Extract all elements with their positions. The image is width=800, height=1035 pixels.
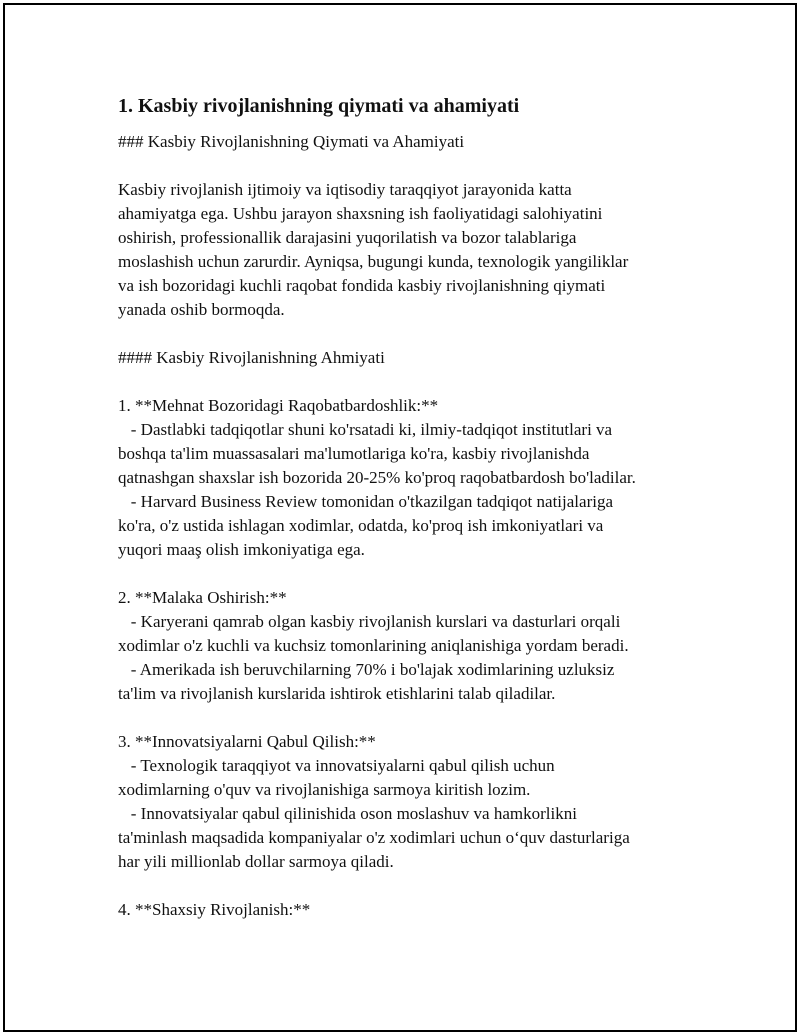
list-item-line: yuqori maaş olish imkoniyatiga ega.	[118, 540, 365, 559]
document-body	[118, 92, 688, 946]
list-item-4	[118, 898, 688, 922]
list-item-line: boshqa ta'lim muassasalari ma'lumotlariga ko'ra, kasbiy rivojlanishda	[118, 444, 590, 463]
subheading-block	[118, 130, 688, 154]
subheading: ### Kasbiy Rivojlanishning Qiymati va Ahamiyati	[118, 132, 465, 151]
list-item-3	[118, 730, 688, 874]
list-item-2	[118, 586, 688, 706]
list-item-line: - Karyerani qamrab olgan kasbiy rivojlanish kurslari va dasturlari orqali	[118, 612, 621, 631]
list-item-line: - Innovatsiyalar qabul qilinishida oson moslashuv va hamkorlikni	[118, 804, 577, 823]
intro-line: yanada oshib bormoqda.	[118, 300, 285, 319]
intro-paragraph	[118, 178, 688, 322]
list-item-line: ko'ra, o'z ustida ishlagan xodimlar, odatda, ko'proq ish imkoniyatlari va	[118, 516, 604, 535]
list-item-title: 2. **Malaka Oshirish:**	[118, 588, 287, 607]
intro-line: moslashish uchun zarurdir. Ayniqsa, bugungi kunda, texnologik yangiliklar	[118, 252, 629, 271]
section-heading: #### Kasbiy Rivojlanishning Ahmiyati	[118, 348, 385, 367]
list-item-line: - Texnologik taraqqiyot va innovatsiyalarni qabul qilish uchun	[118, 756, 555, 775]
list-item-line: - Harvard Business Review tomonidan o'tkazilgan tadqiqot natijalariga	[118, 492, 613, 511]
list-item-line: ta'lim va rivojlanish kurslarida ishtirok etishlarini talab qiladilar.	[118, 684, 556, 703]
intro-line: oshirish, professionallik darajasini yuqorilatish va bozor talablariga	[118, 228, 577, 247]
intro-line: va ish bozoridagi kuchli raqobat fondida kasbiy rivojlanishning qiymati	[118, 276, 606, 295]
intro-line: ahamiyatga ega. Ushbu jarayon shaxsning ish faoliyatidagi salohiyatini	[118, 204, 603, 223]
list-item-line: xodimlar o'z kuchli va kuchsiz tomonlarining aniqlanishiga yordam beradi.	[118, 636, 629, 655]
list-item-line: - Amerikada ish beruvchilarning 70% i bo'lajak xodimlarining uzluksiz	[118, 660, 615, 679]
list-item-title: 1. **Mehnat Bozoridagi Raqobatbardoshlik:**	[118, 396, 439, 415]
list-item-title: 3. **Innovatsiyalarni Qabul Qilish:**	[118, 732, 376, 751]
list-item-line: - Dastlabki tadqiqotlar shuni ko'rsatadi ki, ilmiy-tadqiqot institutlari va	[118, 420, 613, 439]
list-item-line: xodimlarning o'quv va rivojlanishiga sarmoya kiritish lozim.	[118, 780, 531, 799]
intro-line: Kasbiy rivojlanish ijtimoiy va iqtisodiy taraqqiyot jarayonida katta	[118, 180, 572, 199]
list-item-line: ta'minlash maqsadida kompaniyalar o'z xodimlari uchun o‘quv dasturlariga	[118, 828, 630, 847]
document-heading: 1. Kasbiy rivojlanishning qiymati va ahamiyati	[118, 95, 520, 117]
list-item-line: har yili millionlab dollar sarmoya qiladi.	[118, 852, 394, 871]
list-item-title: 4. **Shaxsiy Rivojlanish:**	[118, 900, 311, 919]
section-heading-block	[118, 346, 688, 370]
list-item-1	[118, 394, 688, 562]
list-item-line: qatnashgan shaxslar ish bozorida 20-25% ko'proq raqobatbardosh bo'ladilar.	[118, 468, 636, 487]
